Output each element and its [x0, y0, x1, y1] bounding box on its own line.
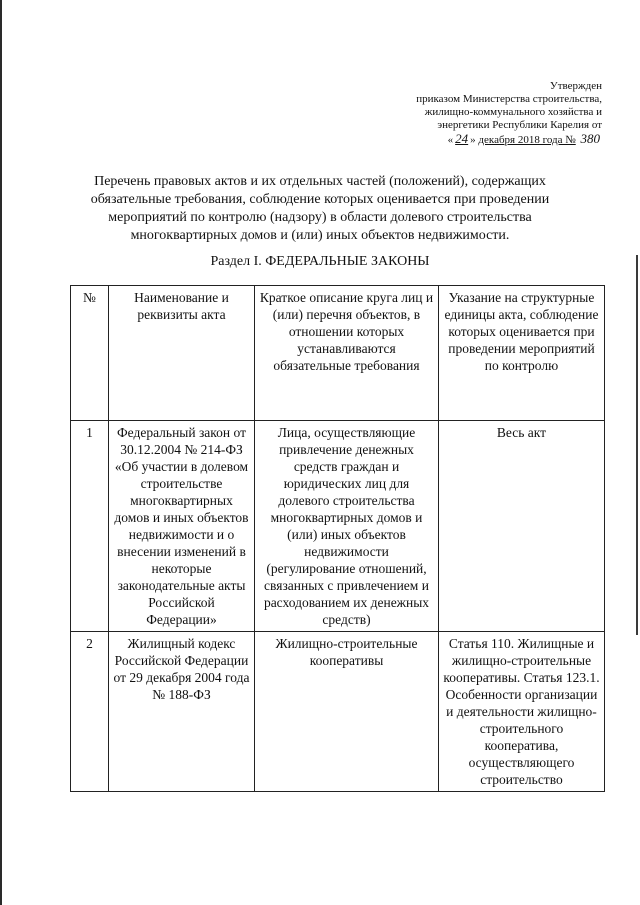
scan-edge-left: [0, 0, 2, 905]
header-act-name: Наименование и реквизиты акта: [109, 286, 255, 421]
laws-table: [70, 285, 605, 792]
approval-day: 24: [455, 131, 469, 146]
approval-line-3: жилищно-коммунального хозяйства и: [424, 106, 602, 118]
section-title: Раздел I. ФЕДЕРАЛЬНЫЕ ЗАКОНЫ: [210, 254, 430, 269]
cell-units: Весь акт: [439, 421, 605, 632]
approval-line-1: Утвержден: [549, 80, 602, 92]
approval-date-line: « 24 » декабря 2018 года № 380: [447, 131, 600, 146]
cell-number: 1: [71, 421, 109, 632]
approval-line-4: энергетики Республики Карелия от: [437, 119, 602, 131]
header-units: Указание на структурные единицы акта, соблюдение которых оценивается при проведении мероприятий по контролю: [439, 286, 605, 421]
table-header-row: [71, 286, 605, 421]
cell-number: 2: [71, 632, 109, 792]
cell-persons: Лица, осуществляющие привлечение денежных средств граждан и юридических лиц для долевого строительства многоквартирных домов и (или) иных объектов недвижимости (регулирование отношений, связанных с привлечением и расходованием их денежных средств): [255, 421, 439, 632]
document-title: Перечень правовых актов и их отдельных частей (положений), содержащих обязательные требования, соблюдение которых оценивается при проведении мероприятий по контролю (надзору) в области долевого строительства многоквартирных домов и (или) иных объектов недвижимости.: [90, 174, 550, 243]
table-row: [71, 632, 605, 792]
header-persons: Краткое описание круга лиц и (или) перечня объектов, в отношении которых устанавливаются обязательные требования: [255, 286, 439, 421]
approval-stamp: [416, 80, 602, 147]
cell-units: Статья 110. Жилищные и жилищно-строительные кооперативы. Статья 123.1. Особенности организации и деятельности жилищно-строительного кооператива, осуществляющего строительство: [439, 632, 605, 792]
approval-number: 380: [580, 131, 600, 146]
cell-persons: Жилищно-строительные кооперативы: [255, 632, 439, 792]
approval-line-2: приказом Министерства строительства,: [416, 93, 602, 105]
table-row: [71, 421, 605, 632]
cell-act-name: Федеральный закон от 30.12.2004 № 214-ФЗ «Об участии в долевом строительстве многоквартирных домов и иных объектов недвижимости и о внесении изменений в некоторые законодательные акты Российской Федерации»: [109, 421, 255, 632]
header-number: №: [71, 286, 109, 421]
scan-edge-right: [636, 255, 638, 635]
cell-act-name: Жилищный кодекс Российской Федерации от 29 декабря 2004 года № 188-ФЗ: [109, 632, 255, 792]
approval-month-year: декабря 2018 года №: [478, 134, 576, 146]
